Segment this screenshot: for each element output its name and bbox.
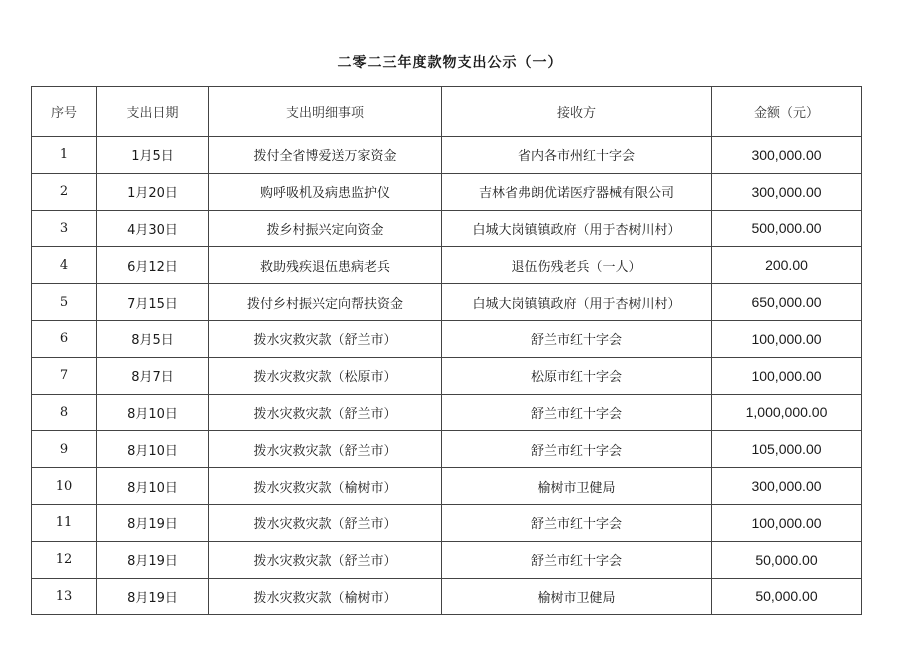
cell-date: 8月19日 (97, 578, 209, 615)
table-row (32, 284, 862, 321)
cell-seq: 6 (32, 320, 97, 357)
cell-amount: 100,000.00 (712, 357, 862, 394)
cell-recipient: 白城大岗镇镇政府（用于杏树川村） (442, 284, 712, 321)
cell-seq: 13 (32, 578, 97, 615)
cell-item: 拨水灾救灾款（松原市） (209, 357, 442, 394)
cell-seq: 5 (32, 284, 97, 321)
cell-seq: 12 (32, 541, 97, 578)
header-recipient: 接收方 (442, 87, 712, 137)
cell-amount: 650,000.00 (712, 284, 862, 321)
cell-item: 拨付乡村振兴定向帮扶资金 (209, 284, 442, 321)
cell-item: 拨水灾救灾款（榆树市） (209, 468, 442, 505)
cell-recipient: 退伍伤残老兵（一人） (442, 247, 712, 284)
cell-recipient: 吉林省弗朗优诺医疗器械有限公司 (442, 173, 712, 210)
cell-item: 拨水灾救灾款（舒兰市） (209, 320, 442, 357)
cell-date: 6月12日 (97, 247, 209, 284)
cell-amount: 200.00 (712, 247, 862, 284)
cell-amount: 50,000.00 (712, 541, 862, 578)
cell-date: 8月10日 (97, 431, 209, 468)
cell-amount: 300,000.00 (712, 173, 862, 210)
cell-amount: 100,000.00 (712, 504, 862, 541)
cell-date: 7月15日 (97, 284, 209, 321)
cell-date: 1月20日 (97, 173, 209, 210)
cell-seq: 8 (32, 394, 97, 431)
table-row (32, 394, 862, 431)
header-row (32, 87, 862, 137)
cell-recipient: 榆树市卫健局 (442, 578, 712, 615)
cell-recipient: 榆树市卫健局 (442, 468, 712, 505)
cell-amount: 300,000.00 (712, 468, 862, 505)
cell-seq: 2 (32, 173, 97, 210)
cell-item: 拨付全省博爱送万家资金 (209, 137, 442, 174)
table-row (32, 468, 862, 505)
cell-amount: 1,000,000.00 (712, 394, 862, 431)
cell-item: 拨水灾救灾款（榆树市） (209, 578, 442, 615)
table-header (32, 87, 862, 137)
cell-recipient: 省内各市州红十字会 (442, 137, 712, 174)
cell-seq: 3 (32, 210, 97, 247)
cell-amount: 100,000.00 (712, 320, 862, 357)
cell-amount: 300,000.00 (712, 137, 862, 174)
cell-recipient: 舒兰市红十字会 (442, 504, 712, 541)
cell-recipient: 舒兰市红十字会 (442, 431, 712, 468)
cell-item: 拨水灾救灾款（舒兰市） (209, 504, 442, 541)
cell-date: 8月7日 (97, 357, 209, 394)
cell-item: 拨水灾救灾款（舒兰市） (209, 431, 442, 468)
table-row (32, 578, 862, 615)
header-amount: 金额（元） (712, 87, 862, 137)
table-row (32, 504, 862, 541)
cell-date: 8月10日 (97, 468, 209, 505)
cell-recipient: 松原市红十字会 (442, 357, 712, 394)
table-row (32, 320, 862, 357)
cell-seq: 11 (32, 504, 97, 541)
table-row (32, 173, 862, 210)
cell-recipient: 舒兰市红十字会 (442, 394, 712, 431)
cell-item: 拨水灾救灾款（舒兰市） (209, 394, 442, 431)
cell-date: 8月19日 (97, 541, 209, 578)
expenditure-table (31, 86, 862, 615)
cell-item: 拨乡村振兴定向资金 (209, 210, 442, 247)
cell-recipient: 白城大岗镇镇政府（用于杏树川村） (442, 210, 712, 247)
cell-date: 1月5日 (97, 137, 209, 174)
cell-date: 8月5日 (97, 320, 209, 357)
table-row (32, 247, 862, 284)
cell-date: 8月19日 (97, 504, 209, 541)
cell-item: 救助残疾退伍患病老兵 (209, 247, 442, 284)
cell-amount: 50,000.00 (712, 578, 862, 615)
header-item: 支出明细事项 (209, 87, 442, 137)
cell-seq: 9 (32, 431, 97, 468)
cell-item: 购呼吸机及病患监护仪 (209, 173, 442, 210)
table-body (32, 137, 862, 615)
table-row (32, 431, 862, 468)
header-seq: 序号 (32, 87, 97, 137)
header-date: 支出日期 (97, 87, 209, 137)
cell-amount: 500,000.00 (712, 210, 862, 247)
table-row (32, 210, 862, 247)
table-row (32, 357, 862, 394)
table-row (32, 137, 862, 174)
table-row (32, 541, 862, 578)
document-title: 二零二三年度款物支出公示（一） (337, 55, 563, 71)
cell-seq: 1 (32, 137, 97, 174)
cell-seq: 7 (32, 357, 97, 394)
cell-recipient: 舒兰市红十字会 (442, 320, 712, 357)
cell-amount: 105,000.00 (712, 431, 862, 468)
cell-seq: 10 (32, 468, 97, 505)
cell-date: 4月30日 (97, 210, 209, 247)
cell-item: 拨水灾救灾款（舒兰市） (209, 541, 442, 578)
cell-seq: 4 (32, 247, 97, 284)
cell-date: 8月10日 (97, 394, 209, 431)
cell-recipient: 舒兰市红十字会 (442, 541, 712, 578)
